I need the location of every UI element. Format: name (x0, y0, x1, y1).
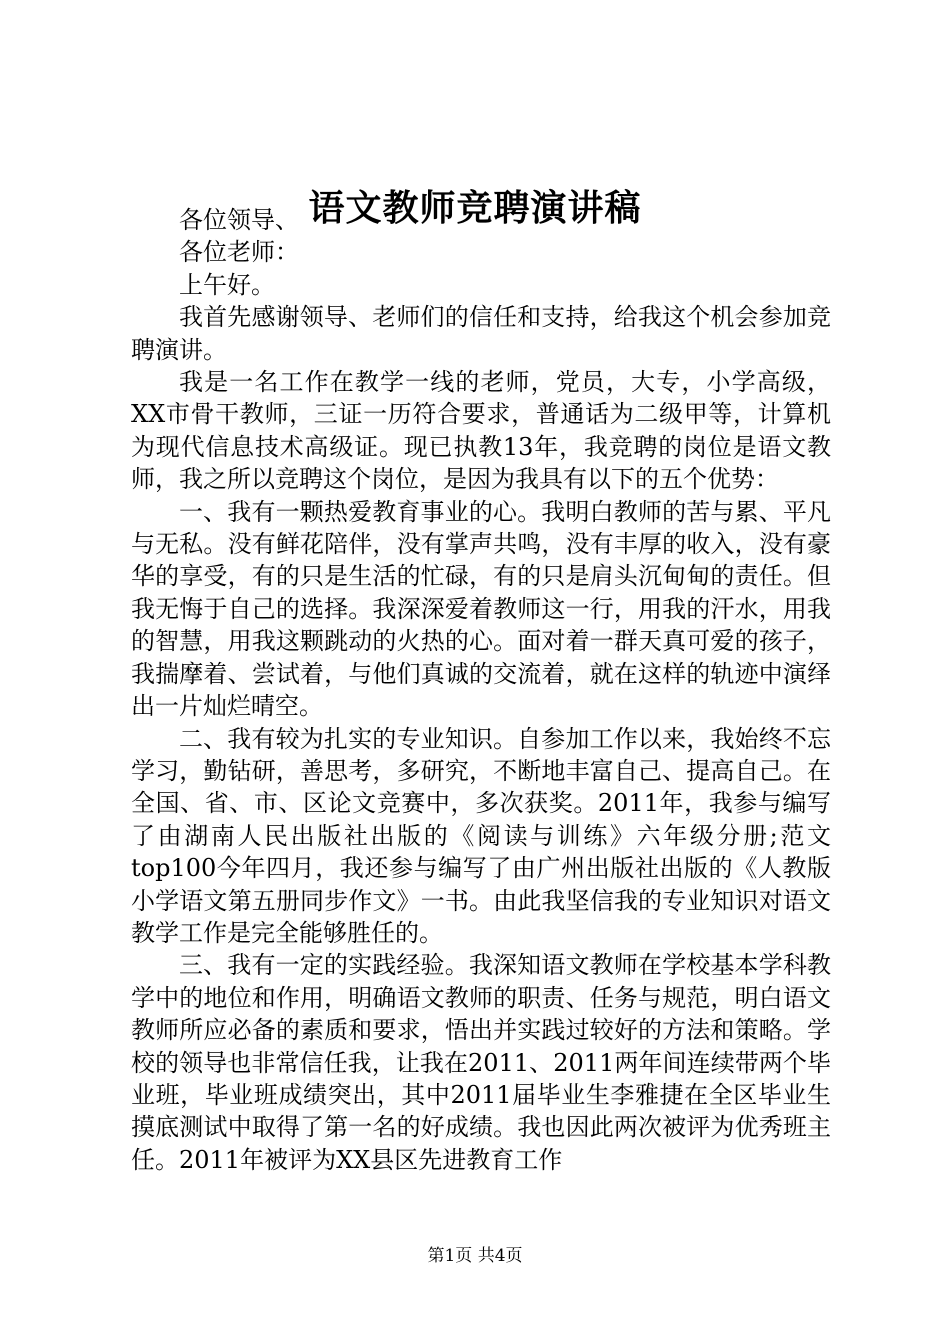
paragraph-advantage-one: 一、我有一颗热爱教育事业的心。我明白教师的苦与累、平凡与无私。没有鲜花陪伴，没有掌声共鸣，没有丰厚的收入，没有豪华的享受，有的只是生活的忙碌，有的只是肩头沉甸甸的责任。但我无悔于自己的选择。我深深爱着教师这一行，用我的汗水，用我的智慧，用我这颗跳动的火热的心。面对着一群天真可爱的孩子，我揣摩着、尝试着，与他们真诚的交流着，就在这样的轨迹中演绎出一片灿烂晴空。 (131, 497, 831, 721)
page-footer: 第1页 共4页 (427, 1246, 523, 1266)
paragraph-introduction: 我是一名工作在教学一线的老师，党员，大专，小学高级，XX市骨干教师，三证一历符合要求，普通话为二级甲等，计算机为现代信息技术高级证。现已执教13年，我竞聘的岗位是语文教师，我之所以竞聘这个岗位，是因为我具有以下的五个优势： (131, 368, 831, 494)
document-title: 语文教师竞聘演讲稿 (308, 187, 642, 229)
paragraph-advantage-two: 二、我有较为扎实的专业知识。自参加工作以来，我始终不忘学习，勤钻研，善思考，多研究，不断地丰富自己、提高自己。在全国、省、市、区论文竞赛中，多次获奖。2011年，我参与编写了由湖南人民出版社出版的《阅读与训练》六年级分册;范文top100今年四月，我还参与编写了由广州出版社出版的《人教版小学语文第五册同步作文》一书。由此我坚信我的专业知识对语文教学工作是完全能够胜任的。 (131, 724, 831, 947)
salutation-teachers: 各位老师： (179, 238, 299, 267)
paragraph-thanks: 我首先感谢领导、老师们的信任和支持，给我这个机会参加竞聘演讲。 (131, 303, 831, 364)
paragraph-advantage-three: 三、我有一定的实践经验。我深知语文教师在学校基本学科教学中的地位和作用，明确语文教师的职责、任务与规范，明白语文教师所应必备的素质和要求，悟出并实践过较好的方法和策略。学校的领导也非常信任我，让我在2011、2011两年间连续带两个毕业班，毕业班成绩突出，其中2011届毕业生李雅捷在全区毕业生摸底测试中取得了第一名的好成绩。我也因此两次被评为优秀班主任。2011年被评为XX县区先进教育工作 (131, 951, 831, 1174)
greeting: 上午好。 (179, 270, 275, 299)
document-body (131, 204, 831, 1176)
salutation-leaders: 各位领导、 (179, 206, 299, 234)
